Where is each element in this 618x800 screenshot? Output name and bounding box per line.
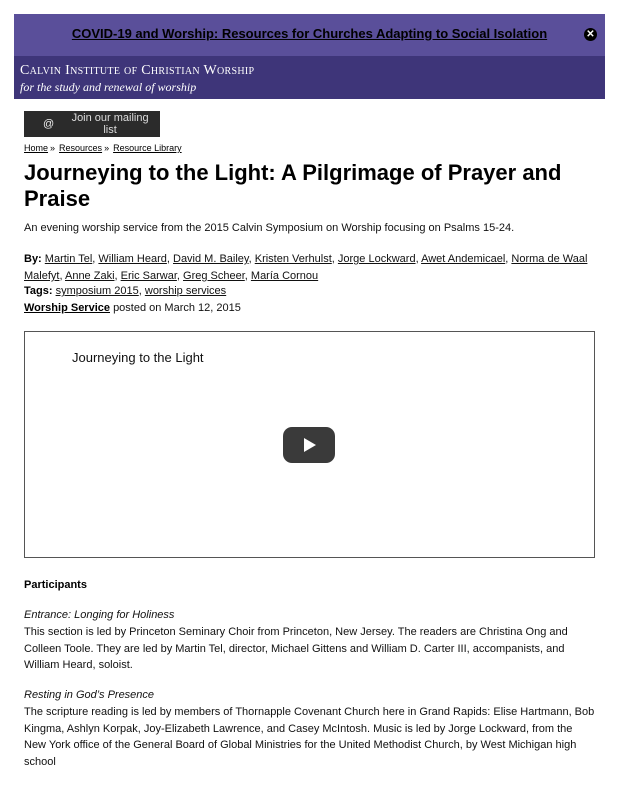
mailing-list-button[interactable] (24, 111, 160, 137)
page-title: Journeying to the Light: A Pilgrimage of Prayer and Praise (24, 160, 562, 211)
play-icon[interactable] (283, 427, 335, 463)
video-player[interactable] (24, 331, 595, 558)
tags-label: Tags: (24, 285, 53, 297)
author-link[interactable]: Anne Zaki (64, 270, 115, 282)
at-icon: @ (43, 118, 55, 130)
breadcrumb-resource-library[interactable]: Resource Library (113, 143, 182, 153)
covid-banner-link[interactable]: COVID-19 and Worship: Resources for Churches Adapting to Social Isolation (71, 26, 548, 41)
site-header (14, 57, 605, 99)
close-icon[interactable]: ✕ (584, 28, 597, 41)
author-link[interactable]: Eric Sarwar (120, 270, 177, 282)
by-label: By: (24, 253, 42, 265)
posted-line (24, 302, 241, 314)
tag-link[interactable]: symposium 2015 (55, 285, 139, 297)
breadcrumb-home[interactable]: Home (24, 143, 49, 153)
author-link[interactable]: William Heard (98, 253, 167, 265)
site-tagline: for the study and renewal of worship (20, 80, 197, 94)
tags-line: Tags: symposium 2015, worship services (24, 285, 227, 297)
site-name-logo[interactable]: Calvin Institute of Christian Worship (20, 63, 255, 78)
resource-type-link[interactable]: Worship Service (24, 302, 110, 314)
posted-date: posted on March 12, 2015 (113, 302, 241, 314)
author-link[interactable]: María Cornou (250, 270, 319, 282)
section-text: The scripture reading is led by members of Thornapple Covenant Church here in Grand Rapids: Elise Hartmann, Bob Kingma, Ashlyn Korpak, Joy-Elizabeth Lawrence, and Casey McIntosh. Music is led by Jorge Lockward, from the New York office of the General Board of Global Ministries for the United Methodist Church, by West Michigan high school (24, 706, 595, 768)
author-link[interactable]: Jorge Lockward (337, 253, 416, 265)
section-title: Resting in God’s Presence (24, 689, 155, 701)
covid-banner (14, 14, 605, 57)
participants-heading: Participants (24, 579, 87, 591)
tag-link[interactable]: worship services (144, 285, 227, 297)
breadcrumb-resources[interactable]: Resources (59, 143, 103, 153)
author-link[interactable]: David M. Bailey (173, 253, 249, 265)
author-link[interactable]: Awet Andemicael (421, 253, 506, 265)
author-link[interactable]: Kristen Verhulst (254, 253, 332, 265)
author-link[interactable]: Martin Tel (44, 253, 93, 265)
breadcrumb (24, 143, 182, 153)
page-summary: An evening worship service from the 2015 Calvin Symposium on Worship focusing on Psalms 15-24. (24, 222, 515, 234)
breadcrumb-separator: » (104, 143, 110, 153)
section-text: This section is led by Princeton Seminary Choir from Princeton, New Jersey. The readers are Christina Ong and Colleen Toole. They are led by Martin Tel, director, Michael Gittens and William D. Carter III, accompanists, and William Heard, soloist. (24, 626, 568, 671)
author-link[interactable]: Greg Scheer (183, 270, 245, 282)
section-title: Entrance: Longing for Holiness (24, 609, 175, 621)
video-title[interactable]: Journeying to the Light (72, 350, 204, 365)
breadcrumb-separator: » (50, 143, 56, 153)
mailing-list-label: Join our mailing list (71, 112, 149, 136)
author-link[interactable]: Norma de Waal Malefyt (24, 253, 588, 282)
authors-line: By: Martin Tel, William Heard, David M. Bailey, Kristen Verhulst, Jorge Lockward, Awet Andemicael, Norma de Waal Malefyt, Anne Zaki, Eric Sarwar, Greg Scheer, María Cornou (24, 253, 588, 282)
